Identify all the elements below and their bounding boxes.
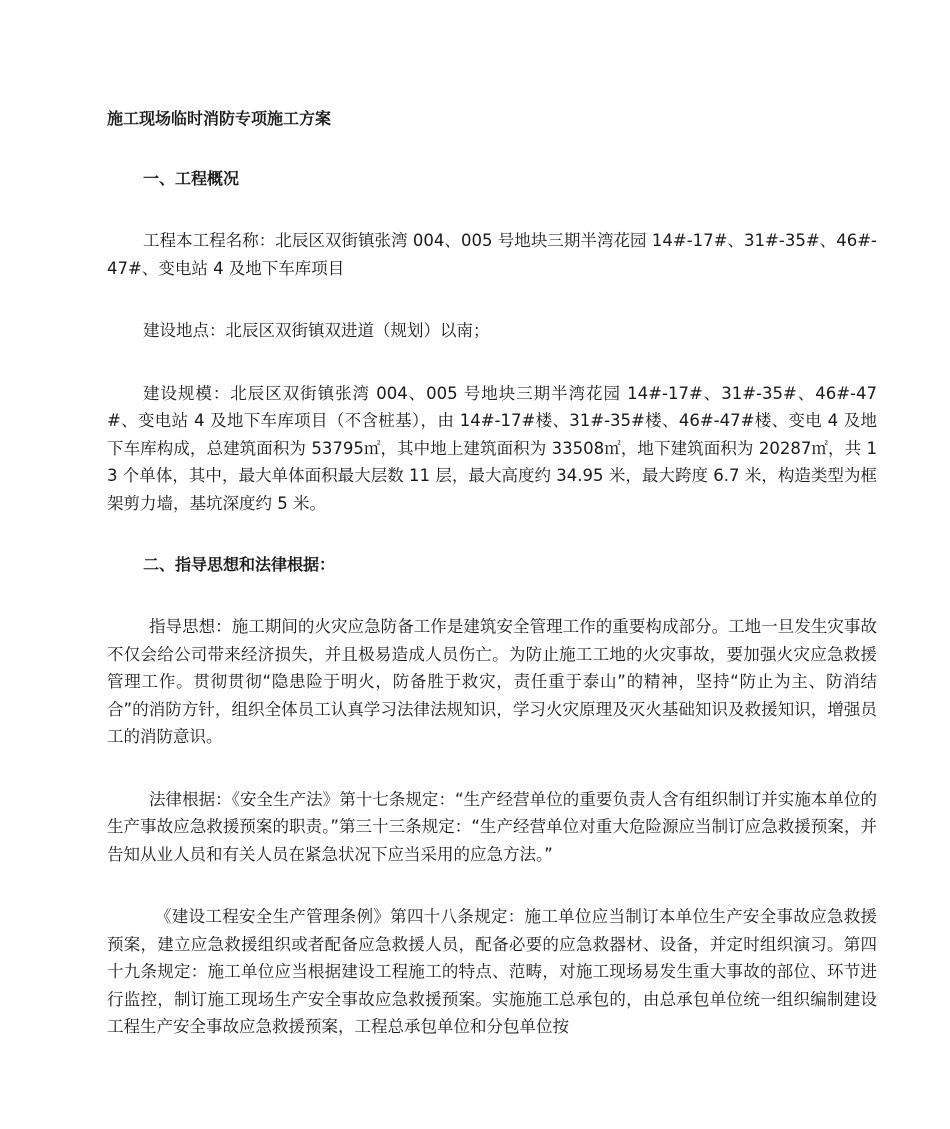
- paragraph-construction-scale: 建设规模：北辰区双街镇张湾 004、005 号地块三期半湾花园 14#-17#、31#-35#、46#-47#、变电站 4 及地下车库项目（不含桩基），由 14#-17#楼、31#-35#楼、46#-47#楼、变电 4 及地下车库构成，总建筑面积为 53795㎡，其中地上建筑面积为 33508㎡，地下建筑面积为 20287㎡，共 13 个单体，其中，最大单体面积最大层数 11 层，最大高度约 34.95 米，最大跨度 6.7 米，构造类型为框架剪力墙，基坑深度约 5 米。: [107, 383, 877, 513]
- document-page: [107, 106, 877, 1076]
- document-title: 施工现场临时消防专项施工方案: [107, 109, 332, 128]
- paragraph-construction-location: 建设地点：北辰区双街镇双进道（规划）以南；: [143, 321, 490, 340]
- paragraph-legal-basis: 法律根据：《安全生产法》第十七条规定：“生产经营单位的重要负责人含有组织制订并实施本单位的生产事故应急救援预案的职责。”第三十三条规定：“生产经营单位对重大危险源应当制订应急救援预案，并告知从业人员和有关人员在紧急状况下应当采用的应急方法。”: [107, 789, 877, 864]
- section-heading-project-overview: 一、工程概况: [143, 169, 240, 188]
- section-heading-guiding-principles: 二、指导思想和法律根据：: [143, 555, 336, 574]
- paragraph-project-name: 工程本工程名称：北辰区双街镇张湾 004、005 号地块三期半湾花园 14#-17#、31#-35#、46#-47#、变电站 4 及地下车库项目: [107, 231, 877, 278]
- paragraph-guiding-thought: 指导思想：施工期间的火灾应急防备工作是建筑安全管理工作的重要构成部分。工地一旦发生灾事故不仅会给公司带来经济损失，并且极易造成人员伤亡。为防止施工工地的火灾事故，要加强火灾应急救援管理工作。贯彻贯彻“隐患险于明火，防备胜于救灾，责任重于泰山”的精神，坚持“防止为主、防消结合”的消防方针，组织全体员工认真学习法律法规知识，学习火灾原理及灭火基础知识及救援知识，增强员工的消防意识。: [107, 617, 877, 746]
- paragraph-regulation: 《建设工程安全生产管理条例》第四十八条规定：施工单位应当制订本单位生产安全事故应急救援预案，建立应急救援组织或者配备应急救援人员，配备必要的应急救器材、设备，并定时组织演习。第四十九条规定：施工单位应当根据建设工程施工的特点、范畴，对施工现场易发生重大事故的部位、环节进行监控，制订施工现场生产安全事故应急救援预案。实施施工总承包的，由总承包单位统一组织编制建设工程生产安全事故应急救援预案，工程总承包单位和分包单位按: [107, 907, 877, 1036]
